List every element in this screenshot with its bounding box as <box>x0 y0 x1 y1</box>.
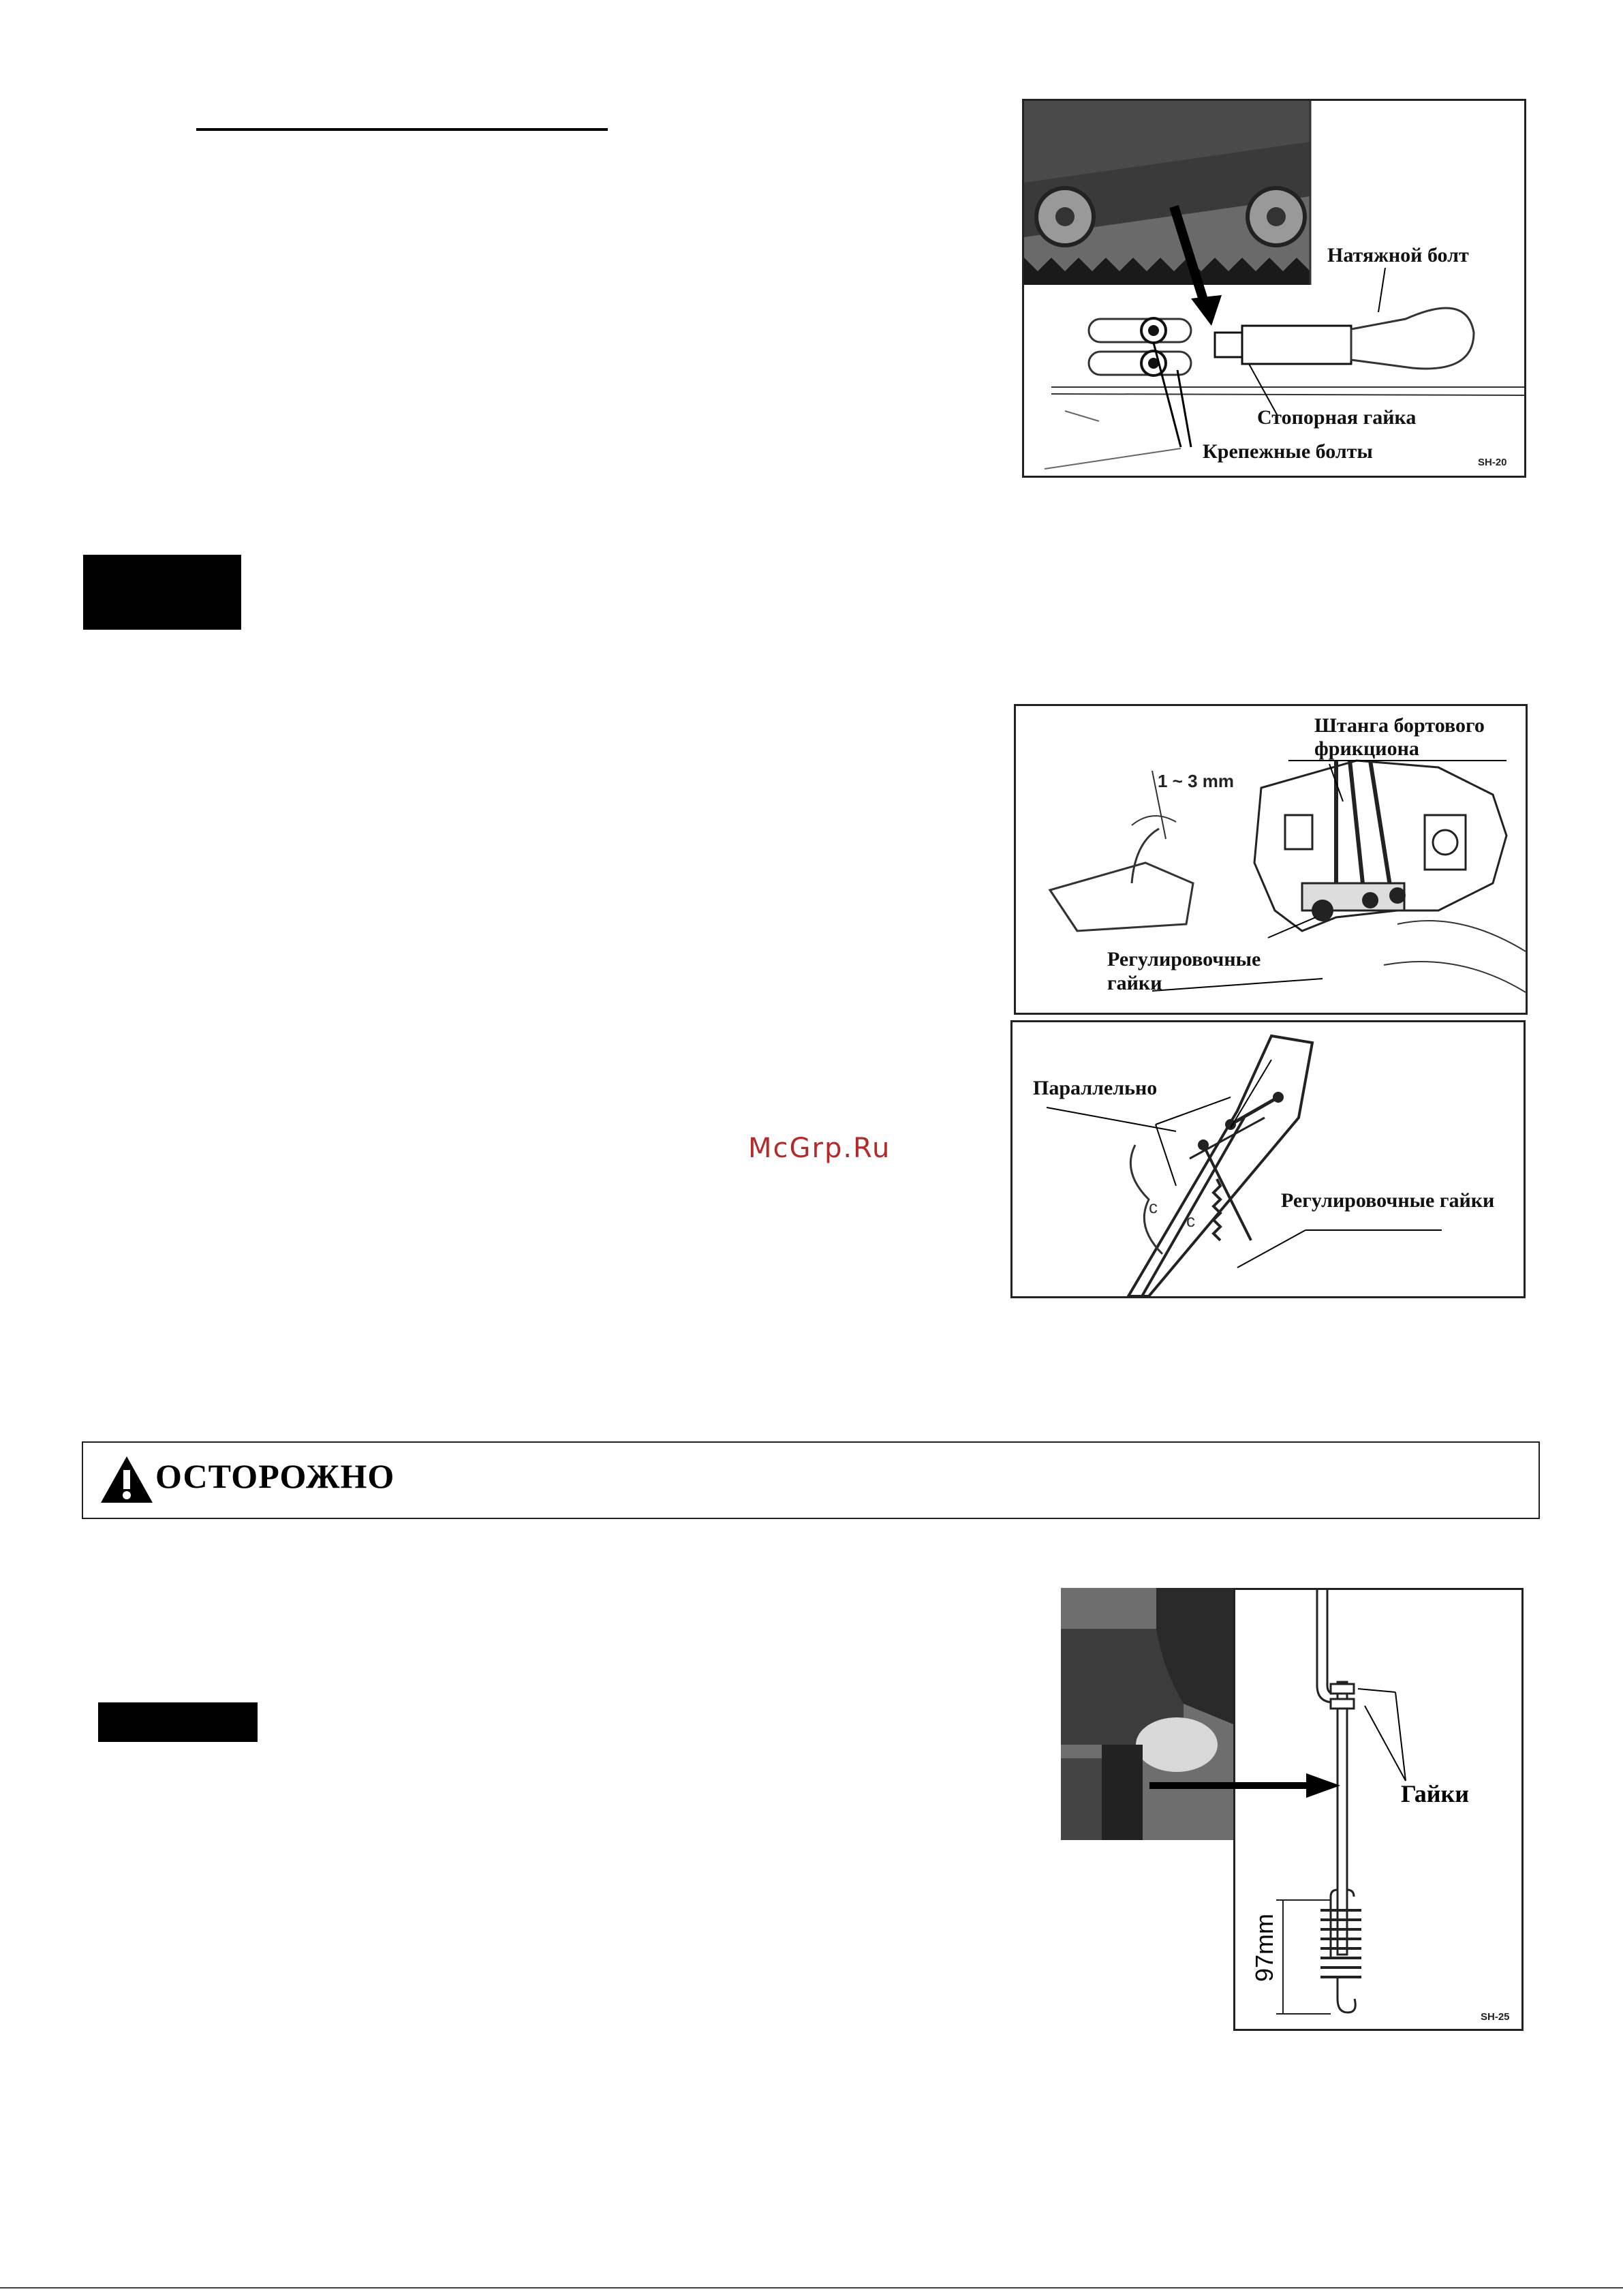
label-clutch-rod-2: фрикциона <box>1314 737 1419 760</box>
label-nuts: Гайки <box>1401 1780 1469 1807</box>
section-label-bar <box>83 555 241 630</box>
figure-code: SH-20 <box>1478 457 1507 468</box>
spring-photo-inset <box>1061 1588 1233 1840</box>
figure-code-2: SH-25 <box>1481 2011 1510 2023</box>
label-gap: 1 ~ 3 mm <box>1158 771 1235 791</box>
label-adjust-nuts-2: гайки <box>1107 972 1162 994</box>
label-adjust-nuts: Регулировочные гайки <box>1281 1189 1495 1212</box>
note-label-bar <box>98 1702 258 1742</box>
warning-triangle-icon <box>99 1455 154 1504</box>
label-parallel: Параллельно <box>1033 1077 1158 1099</box>
label-length: 97mm <box>1250 1913 1278 1982</box>
label-clutch-rod-1: Штанга бортового <box>1314 714 1485 737</box>
figure-track-tension <box>1022 99 1526 478</box>
arrow-right-icon <box>1149 1772 1340 1799</box>
figure-side-clutch <box>1014 704 1528 1015</box>
spring-drawing <box>1233 1588 1524 2031</box>
figure-parallel-adjust <box>1010 1020 1526 1298</box>
page-bottom-rule <box>0 2287 1623 2289</box>
watermark: McGrp.Ru <box>748 1133 891 1164</box>
warning-title: ОСТОРОЖНО <box>155 1457 395 1495</box>
label-adjust-nuts-1: Регулировочные <box>1107 948 1261 970</box>
parallel-adjust-illustration <box>1013 1022 1524 1296</box>
side-clutch-illustration <box>1016 706 1526 1013</box>
figure-spring-rod <box>1061 1588 1521 2030</box>
warning-box <box>82 1441 1540 1519</box>
label-lock-nut: Стопорная гайка <box>1257 406 1417 429</box>
label-mount-bolts: Крепежные болты <box>1203 440 1373 463</box>
heading-underline <box>196 128 608 131</box>
svg-text:c: c <box>1149 1197 1158 1217</box>
label-tension-bolt: Натяжной болт <box>1327 244 1469 266</box>
svg-text:c: c <box>1186 1210 1195 1231</box>
